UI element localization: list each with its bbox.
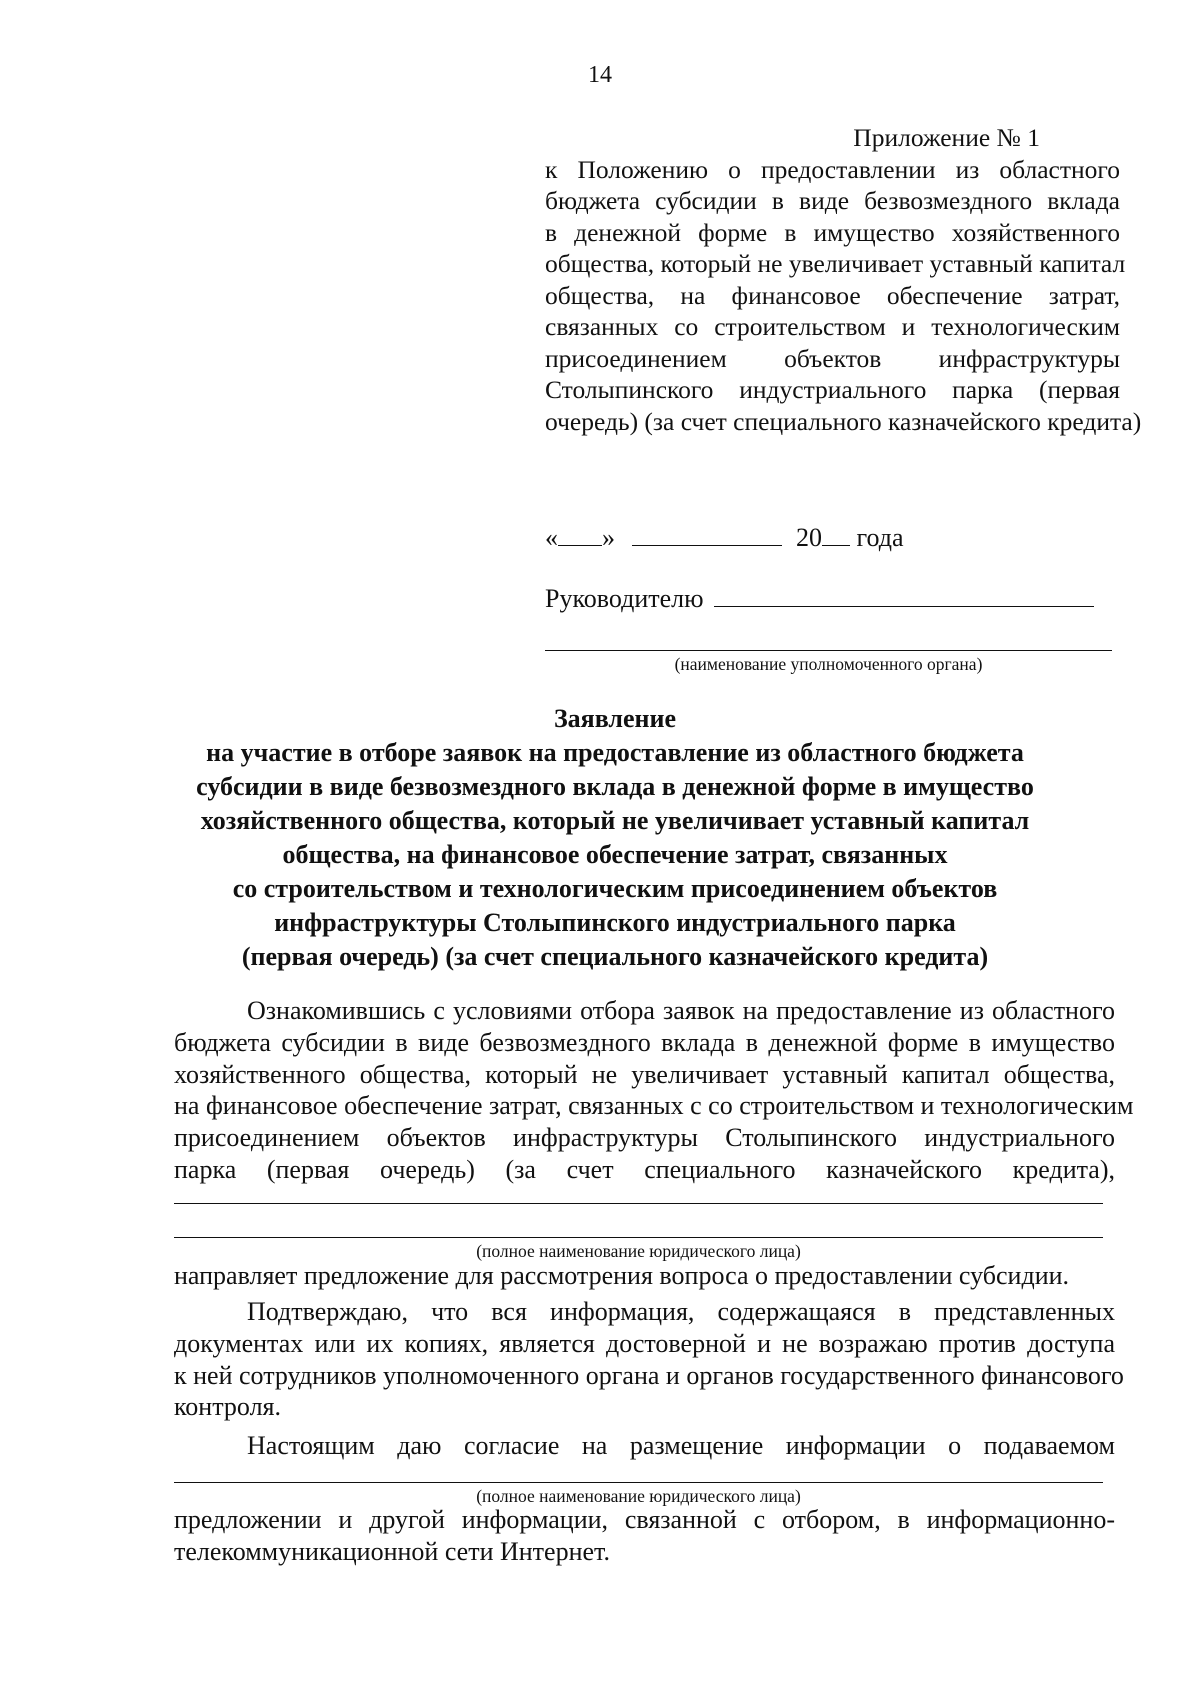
legal-entity-line-3[interactable] bbox=[174, 1482, 1103, 1483]
paragraph-3-end bbox=[174, 1504, 1115, 1568]
statement-title-line: субсидии в виде безвозмездного вклада в денежной форме в имущество bbox=[196, 772, 1034, 801]
statement-title-line: (первая очередь) (за счет специального казначейского кредита) bbox=[241, 942, 989, 971]
year-blank[interactable] bbox=[822, 521, 850, 546]
authority-caption: (наименование уполномоченного органа) bbox=[674, 654, 983, 674]
appendix-line: присоединением объектов инфраструктуры bbox=[545, 343, 1120, 373]
paragraph-line: Ознакомившись с условиями отбора заявок на предоставление из областного bbox=[247, 996, 1115, 1025]
year-suffix: года bbox=[856, 523, 904, 552]
statement-title-line: хозяйственного общества, который не увеличивает уставный капитал bbox=[200, 806, 1030, 835]
appendix-title: Приложение № 1 bbox=[853, 123, 1040, 152]
appendix-line: в денежной форме в имущество хозяйственного bbox=[545, 217, 1120, 247]
paragraph-line: телекоммуникационной сети Интернет. bbox=[174, 1536, 610, 1566]
legal-entity-caption-2: (полное наименование юридического лица) bbox=[476, 1486, 801, 1506]
paragraph-line: парка (первая очередь) (за счет специального казначейского кредита), bbox=[174, 1154, 1115, 1184]
paragraph-1 bbox=[174, 995, 1134, 1186]
paragraph-line: на финансовое обеспечение затрат, связанных с со строительством и технологическим bbox=[174, 1091, 1134, 1121]
paragraph-line: к ней сотрудников уполномоченного органа и органов государственного финансового bbox=[174, 1360, 1124, 1390]
appendix-header bbox=[545, 122, 1142, 437]
paragraph-1-end bbox=[174, 1260, 1115, 1292]
statement-title bbox=[150, 702, 1080, 974]
year-prefix: 20 bbox=[796, 523, 822, 552]
appendix-line: бюджета субсидии в виде безвозмездного вклада bbox=[545, 186, 1120, 215]
statement-title-line: общества, на финансовое обеспечение затрат, связанных bbox=[282, 840, 948, 869]
statement-title-line: на участие в отборе заявок на предоставление из областного бюджета bbox=[206, 738, 1024, 767]
legal-entity-line-1[interactable] bbox=[174, 1203, 1103, 1204]
statement-title-line: со строительством и технологическим присоединением объектов bbox=[232, 874, 998, 903]
paragraph-line: Настоящим даю согласие на размещение информации о подаваемом bbox=[247, 1431, 1115, 1460]
statement-heading: Заявление bbox=[553, 704, 677, 733]
appendix-line: связанных со строительством и технологическим bbox=[545, 312, 1120, 341]
month-blank[interactable] bbox=[632, 521, 782, 546]
paragraph-line: предложении и другой информации, связанной с отбором, в информационно- bbox=[174, 1505, 1115, 1534]
appendix-line: очередь) (за счет специального казначейского кредита) bbox=[545, 406, 1142, 436]
page-number: 14 bbox=[588, 62, 612, 88]
paragraph-line: документах или их копиях, является достоверной и не возражаю против доступа bbox=[174, 1328, 1115, 1358]
paragraph-2 bbox=[174, 1296, 1124, 1423]
addressee-label: Руководителю bbox=[545, 584, 704, 613]
authority-name-line[interactable] bbox=[545, 650, 1112, 651]
close-quote: » bbox=[602, 523, 615, 552]
paragraph-line: Подтверждаю, что вся информация, содержащаяся в представленных bbox=[247, 1297, 1115, 1326]
legal-entity-caption: (полное наименование юридического лица) bbox=[476, 1241, 801, 1261]
paragraph-line: хозяйственного общества, который не увеличивает уставный капитал общества, bbox=[174, 1059, 1115, 1089]
date-row bbox=[545, 521, 904, 554]
appendix-line: общества, который не увеличивает уставный капитал bbox=[545, 249, 1126, 278]
addressee-row bbox=[545, 582, 1094, 615]
open-quote: « bbox=[545, 523, 558, 552]
appendix-line: общества, на финансовое обеспечение затрат, bbox=[545, 280, 1120, 310]
paragraph-3-start bbox=[174, 1430, 1115, 1462]
legal-entity-line-2[interactable] bbox=[174, 1237, 1103, 1238]
addressee-blank[interactable] bbox=[714, 582, 1094, 607]
statement-title-line: инфраструктуры Столыпинского индустриального парка bbox=[274, 908, 956, 937]
appendix-line: Столыпинского индустриального парка (первая bbox=[545, 375, 1120, 404]
paragraph-line: присоединением объектов инфраструктуры Столыпинского индустриального bbox=[174, 1123, 1115, 1153]
day-blank[interactable] bbox=[558, 521, 602, 546]
appendix-line: к Положению о предоставлении из областного bbox=[545, 154, 1120, 184]
paragraph-line: контроля. bbox=[174, 1392, 281, 1422]
paragraph-line: направляет предложение для рассмотрения вопроса о предоставлении субсидии. bbox=[174, 1261, 1070, 1290]
paragraph-line: бюджета субсидии в виде безвозмездного вклада в денежной форме в имущество bbox=[174, 1027, 1115, 1057]
